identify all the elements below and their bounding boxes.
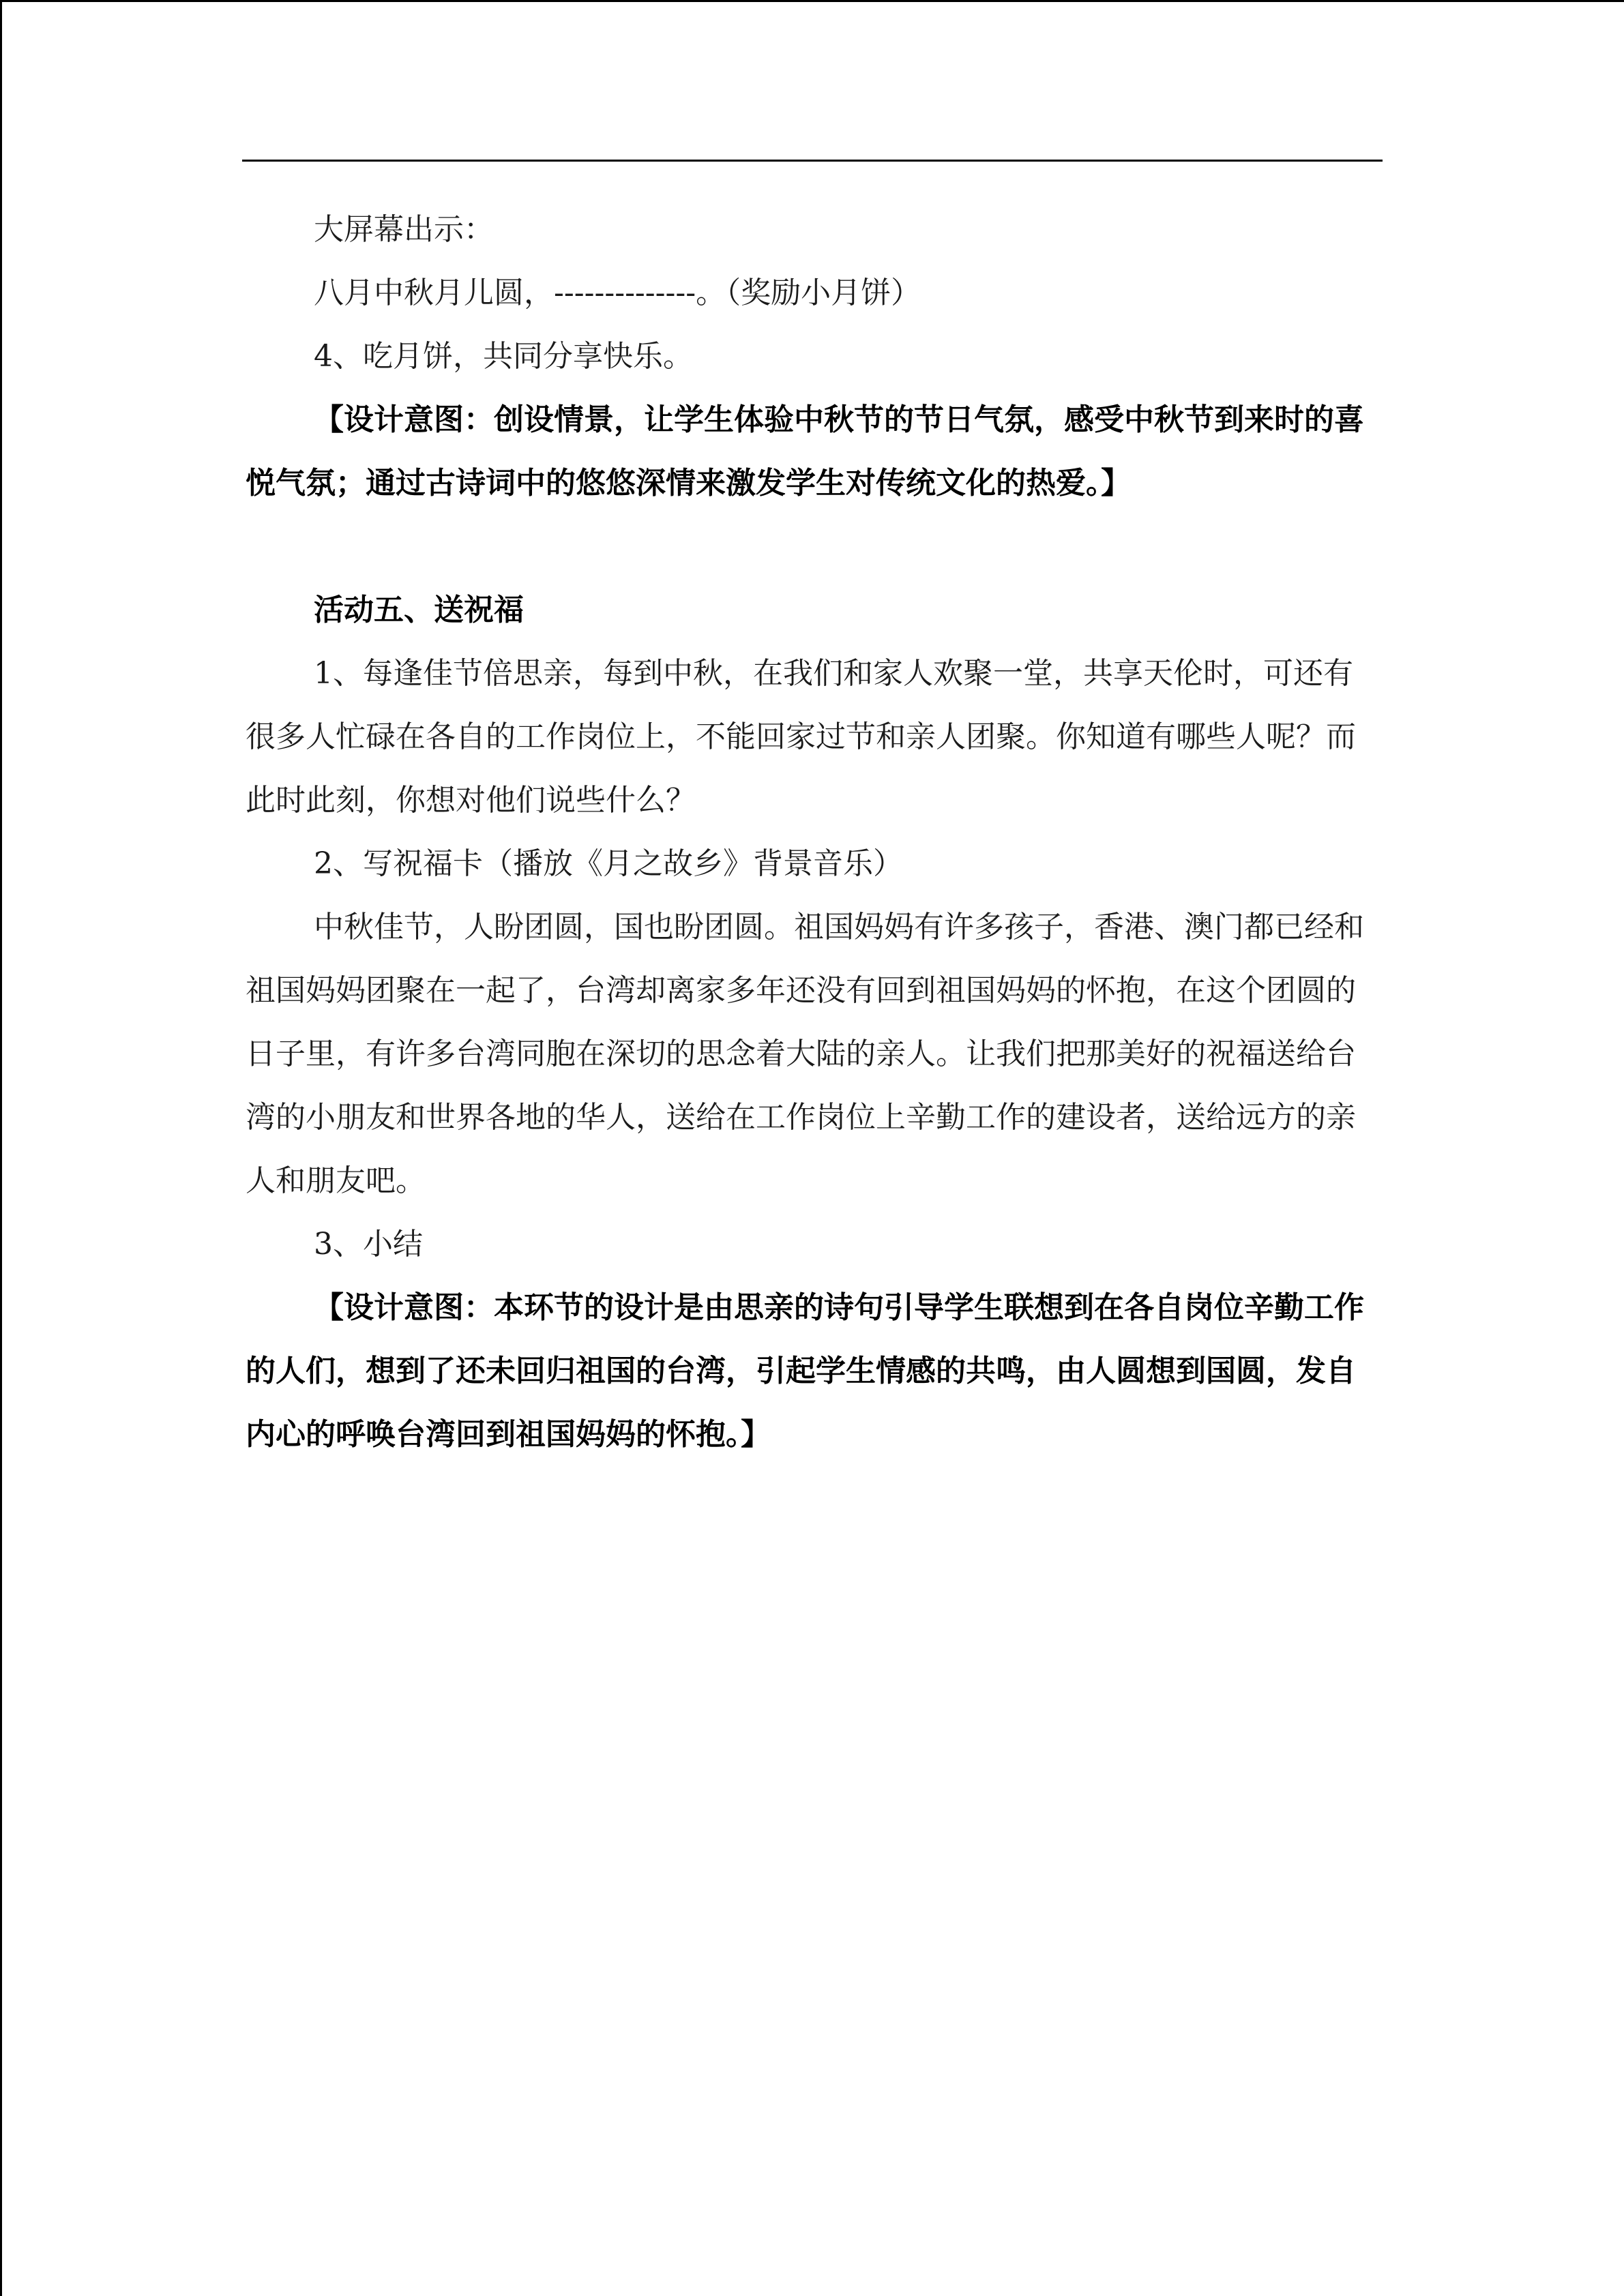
- page-border-top: [0, 0, 1624, 2]
- design-intent-2: 【设计意图：本环节的设计是由思亲的诗句引导学生联想到在各自岗位辛勤工作的人们，想到了还未回归祖国的台湾，引起学生情感的共鸣，由人圆想到国圆，发自内心的呼唤台湾回到祖国妈妈的怀抱。】: [246, 1290, 1364, 1452]
- section-spacer: [246, 515, 1364, 578]
- step-2-body-paragraph: 中秋佳节，人盼团圆，国也盼团圆。祖国妈妈有许多孩子，香港、澳门都已经和祖国妈妈团聚在一起了，台湾却离家多年还没有回到祖国妈妈的怀抱，在这个团圆的日子里，有许多台湾同胞在深切的思念着大陆的亲人。让我们把那美好的祝福送给台湾的小朋友和世界各地的华人，送给在工作岗位上辛勤工作的建设者，送给远方的亲人和朋友吧。: [246, 910, 1364, 1198]
- document-body: [246, 198, 1364, 1466]
- activity-5-heading: 活动五、送祝福: [314, 593, 524, 627]
- poem-line: 八月中秋月儿圆，--------------。（奖励小月饼）: [314, 275, 921, 310]
- header-rule: [242, 160, 1383, 162]
- page-border-left: [0, 0, 2, 2296]
- step-2-line: 2、写祝福卡（播放《月之故乡》背景音乐）: [314, 846, 903, 881]
- screen-show-line: 大屏幕出示：: [314, 212, 494, 247]
- step-4-line: 4、吃月饼，共同分享快乐。: [314, 339, 693, 374]
- step-1-paragraph: 1、每逢佳节倍思亲，每到中秋，在我们和家人欢聚一堂，共享天伦时，可还有很多人忙碌在各自的工作岗位上，不能回家过节和亲人团聚。你知道有哪些人呢？而此时此刻，你想对他们说些什么？: [246, 656, 1356, 818]
- design-intent-1: 【设计意图：创设情景，让学生体验中秋节的节日气氛，感受中秋节到来时的喜悦气氛；通过古诗词中的悠悠深情来激发学生对传统文化的热爱。】: [246, 402, 1364, 501]
- step-3-line: 3、小结: [314, 1227, 423, 1262]
